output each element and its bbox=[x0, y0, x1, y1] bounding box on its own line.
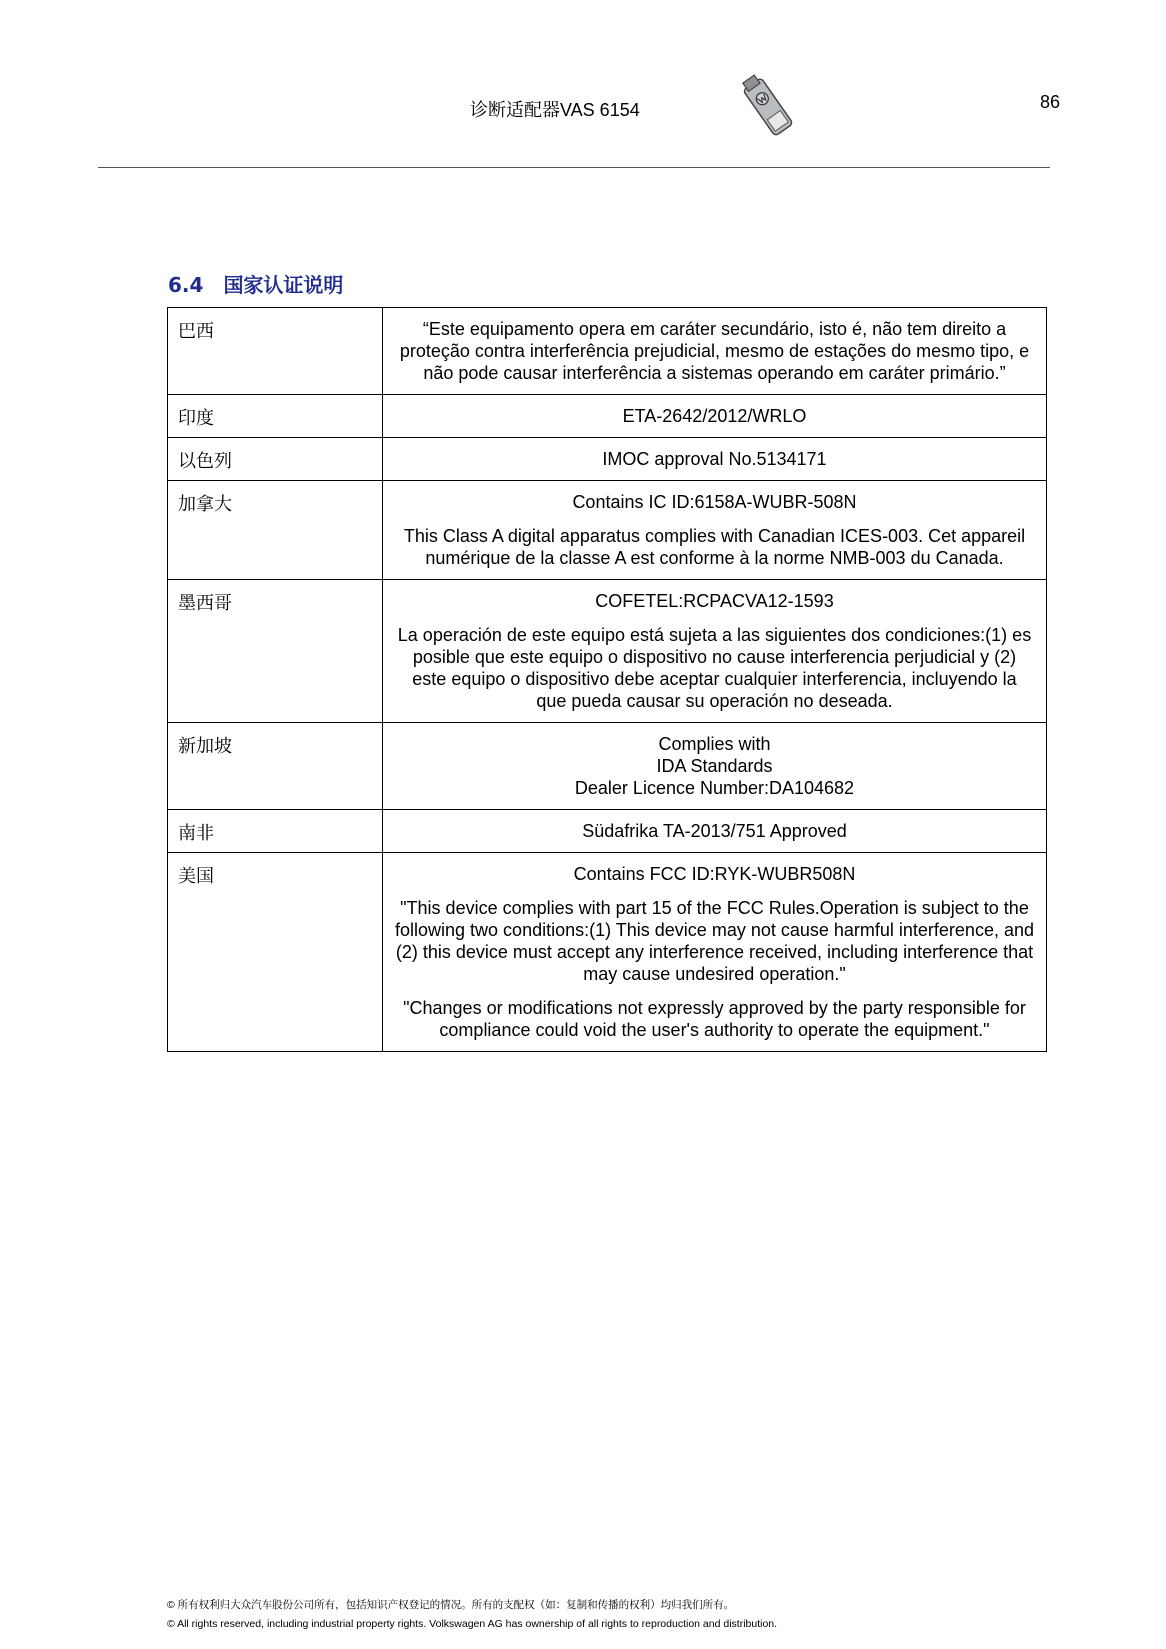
country-cell: 新加坡 bbox=[168, 723, 383, 810]
table-row bbox=[168, 395, 1047, 438]
certification-cell bbox=[383, 438, 1047, 481]
certification-cell bbox=[383, 810, 1047, 853]
table-row bbox=[168, 481, 1047, 580]
section-title: 国家认证说明 bbox=[223, 273, 344, 297]
certification-cell bbox=[383, 580, 1047, 723]
certification-text: Contains FCC ID:RYK-WUBR508N bbox=[573, 864, 856, 884]
table-row bbox=[168, 853, 1047, 1052]
header-divider bbox=[98, 167, 1050, 168]
country-cell: 墨西哥 bbox=[168, 580, 383, 723]
country-cell: 巴西 bbox=[168, 308, 383, 395]
certification-text: Südafrika TA-2013/751 Approved bbox=[582, 821, 847, 841]
certification-text: ETA-2642/2012/WRLO bbox=[622, 406, 807, 426]
certification-cell bbox=[383, 308, 1047, 395]
table-row bbox=[168, 438, 1047, 481]
country-cell: 南非 bbox=[168, 810, 383, 853]
certification-text: "This device complies with part 15 of the FCC Rules.Operation is subject to the following two conditions:(1) This device may not cause harmful interference, and (2) this device must accept any interference received, including interference that may cause undesired operation." bbox=[395, 898, 1034, 984]
table-row bbox=[168, 810, 1047, 853]
country-cell: 美国 bbox=[168, 853, 383, 1052]
certification-text: "Changes or modifications not expressly approved by the party responsible for compliance could void the user's authority to operate the equipment." bbox=[403, 998, 1026, 1040]
certification-text: La operación de este equipo está sujeta a las siguientes dos condiciones:(1) es posible que este equipo o dispositivo no cause interferencia perjudicial y (2) este equipo o dispositivo debe aceptar cualquier interferencia, incluyendo la que pueda causar su operación no deseada. bbox=[397, 625, 1032, 711]
section-number: 6.4 bbox=[168, 273, 204, 297]
certification-text: Dealer Licence Number:DA104682 bbox=[574, 778, 855, 798]
certification-text: This Class A digital apparatus complies with Canadian ICES-003. Cet appareil numérique de la classe A est conforme à la norme NMB-003 du Canada. bbox=[403, 526, 1026, 568]
table-row bbox=[168, 723, 1047, 810]
section-heading bbox=[168, 269, 343, 298]
certification-text: Complies with bbox=[658, 734, 771, 754]
certification-cell bbox=[383, 853, 1047, 1052]
page-number: 86 bbox=[1040, 92, 1061, 112]
certification-text: COFETEL:RCPACVA12-1593 bbox=[595, 591, 834, 611]
country-cell: 印度 bbox=[168, 395, 383, 438]
certification-text: IMOC approval No.5134171 bbox=[602, 449, 827, 469]
table-row bbox=[168, 580, 1047, 723]
certification-text: Contains IC ID:6158A-WUBR-508N bbox=[572, 492, 857, 512]
certification-text: “Este equipamento opera em caráter secundário, isto é, não tem direito a proteção contra interferência prejudicial, mesmo de estações do mesmo tipo, e não pode causar interferência a sistemas operando em caráter primário.” bbox=[399, 319, 1030, 383]
certification-table bbox=[167, 307, 1047, 1052]
table-row bbox=[168, 308, 1047, 395]
certification-cell bbox=[383, 395, 1047, 438]
certification-cell bbox=[383, 723, 1047, 810]
diagnostic-adapter-icon bbox=[740, 72, 800, 144]
footer-copyright-english: © All rights reserved, including industrial property rights. Volkswagen AG has ownership of all rights to reproduction and distribution. bbox=[167, 1618, 778, 1630]
document-title: 诊断适配器VAS 6154 bbox=[470, 100, 640, 120]
footer-copyright-chinese: © 所有权利归大众汽车股份公司所有，包括知识产权登记的情况。所有的支配权（如：复制和传播的权利）均归我们所有。 bbox=[167, 1599, 735, 1611]
certification-text: IDA Standards bbox=[656, 756, 773, 776]
certification-cell bbox=[383, 481, 1047, 580]
country-cell: 加拿大 bbox=[168, 481, 383, 580]
country-cell: 以色列 bbox=[168, 438, 383, 481]
